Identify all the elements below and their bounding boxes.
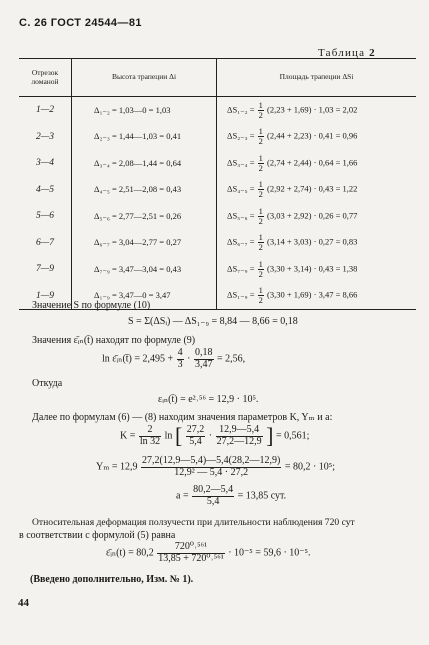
amendment-note: (Введено дополнительно, Изм. № 1). xyxy=(30,574,194,585)
equation-k: K = $\frac{2}{\ln 32}$ ln [ $\frac{27,2}{5,4}$ · $\frac{12,9—5,4}{27,2—12,9}$ ] = 0,561; xyxy=(120,423,310,448)
table-row xyxy=(19,124,416,151)
area-cell xyxy=(217,150,417,177)
eqy-lhs: Yₘ = 12,9 xyxy=(96,461,138,473)
height-cell: Δ₆₋₇ = 3,04—2,77 = 0,27 xyxy=(72,230,217,257)
eqf-lhs: ε̄ᵢₙ(t) = 80,2 xyxy=(106,547,154,559)
equation-ym xyxy=(96,456,335,478)
equation-s: S = Σ(ΔSᵢ) — ΔS₁₋₉ = 8,84 — 8,66 = 0,18 xyxy=(128,316,298,327)
table-caption-word: Таблица xyxy=(318,47,366,59)
area-rhs: (3,14 + 3,03) · 0,27 = 0,83 xyxy=(267,236,358,247)
eqk-fraction-b1: $\frac{27,2}{5,4}$ xyxy=(186,424,205,447)
paragraph-values: Значения ε̄ᵢₙ(t̄) находят по формуле (9) xyxy=(32,335,196,346)
area-lhs: ΔS₆₋₇ = xyxy=(227,236,255,247)
equation-exp: εᵢₙ(t̄) = e²˒⁵⁶ = 12,9 · 10⁵. xyxy=(158,394,259,405)
area-lhs: ΔS₃₋₄ = xyxy=(227,157,255,168)
segment-cell: 4—5 xyxy=(36,184,54,195)
area-rhs: (3,03 + 2,92) · 0,26 = 0,77 xyxy=(267,210,358,221)
eq2-lhs: ln ε̄ᵢₙ(t̄) = 2,495 + xyxy=(102,353,174,365)
eq2-fraction-1: $\frac{4}{3}$ xyxy=(177,347,183,370)
area-lhs: ΔS₂₋₃ = xyxy=(227,130,255,141)
area-lhs: ΔS₄₋₅ = xyxy=(227,183,255,194)
eqk-ln: ln xyxy=(164,430,173,442)
table-row xyxy=(19,150,416,177)
height-cell: Δ₂₋₃ = 1,44—1,03 = 0,41 xyxy=(72,124,217,151)
eqa-fraction: $\frac{80,2—5,4}{5,4}$ xyxy=(193,484,234,507)
page-header: С. 26 ГОСТ 24544—81 xyxy=(19,17,142,29)
half-fraction: $\frac{1}{2}$ xyxy=(258,152,263,173)
area-rhs: (3,30 + 3,14) · 0,43 = 1,38 xyxy=(267,263,358,274)
eqk-fraction-b2: $\frac{12,9—5,4}{27,2—12,9}$ xyxy=(216,424,262,447)
area-cell xyxy=(217,203,417,230)
table-header-row xyxy=(19,59,416,97)
height-cell: Δ₃₋₄ = 2,08—1,44 = 0,64 xyxy=(72,150,217,177)
eqk-fraction: $\frac{2}{\ln 32}$ xyxy=(139,424,161,447)
paragraph-creep-1: Относительная деформация ползучести при длительности наблюдения 720 сут xyxy=(32,517,355,528)
height-cell: Δ₁₋₉ = 3,47—0 = 3,47 xyxy=(72,283,217,310)
area-lhs: ΔS₇₋₉ = xyxy=(227,263,255,274)
eqy-fraction: $\frac{27,2(12,9—5,4)—5,4(28,2—12,9)}{\text{12,9² — 5,4 · 27,2}}$ xyxy=(142,455,281,478)
area-lhs: ΔS₁₋₂ = xyxy=(227,104,255,115)
paragraph-params: Далее по формулам (6) — (8) находим значения параметров K, Yₘ и a: xyxy=(32,412,333,423)
area-cell xyxy=(217,256,417,283)
table-caption-number: 2 xyxy=(369,47,376,59)
eqy-rhs: = 80,2 · 10⁵; xyxy=(284,461,336,473)
eq2-dot: · xyxy=(187,353,191,365)
segment-cell: 7—9 xyxy=(36,264,54,275)
half-fraction: $\frac{1}{2}$ xyxy=(258,99,263,120)
equation-ln xyxy=(102,348,245,370)
segment-cell: 2—3 xyxy=(36,131,54,142)
area-lhs: ΔS₁₋₉ = xyxy=(227,289,255,300)
paragraph-whence: Откуда xyxy=(32,378,63,389)
segment-cell: 3—4 xyxy=(36,158,54,169)
table-row xyxy=(19,203,416,230)
page-number: 44 xyxy=(18,597,29,609)
paragraph-creep-2: в соответствии с формулой (5) равна xyxy=(19,530,176,541)
half-fraction: $\frac{1}{2}$ xyxy=(258,205,263,226)
area-rhs: (2,92 + 2,74) · 0,43 = 1,22 xyxy=(267,183,358,194)
area-rhs: (3,30 + 1,69) · 3,47 = 8,66 xyxy=(267,289,358,300)
segment-cell: 1—9 xyxy=(19,283,72,310)
area-cell xyxy=(217,283,417,310)
area-lhs: ΔS₅₋₆ = xyxy=(227,210,255,221)
height-cell: Δ₅₋₆ = 2,77—2,51 = 0,26 xyxy=(72,203,217,230)
eqf-rhs: · 10⁻⁵ = 59,6 · 10⁻⁵. xyxy=(228,547,311,559)
col-header-area: Площадь трапеции ΔSi xyxy=(217,59,417,97)
area-cell xyxy=(217,230,417,257)
area-cell xyxy=(217,124,417,151)
area-rhs: (2,23 + 1,69) · 1,03 = 2,02 xyxy=(267,104,358,115)
eq2-fraction-2: $\frac{0,18}{3,47}$ xyxy=(195,347,213,370)
height-cell: Δ₄₋₅ = 2,51—2,08 = 0,43 xyxy=(72,177,217,204)
segment-cell: 6—7 xyxy=(36,237,54,248)
equation-final xyxy=(106,542,311,564)
height-cell: Δ₇₋₉ = 3,47—3,04 = 0,43 xyxy=(72,256,217,283)
eqf-fraction: $\frac{\text{720⁰˒⁵⁶¹}}{\text{13,85 + 720⁰˒⁵⁶¹}}$ xyxy=(158,541,224,564)
segment-cell: 1—2 xyxy=(36,105,54,116)
eq2-rhs: = 2,56, xyxy=(217,353,246,365)
area-rhs: (2,44 + 2,23) · 0,41 = 0,96 xyxy=(267,130,358,141)
half-fraction: $\frac{1}{2}$ xyxy=(258,232,263,253)
data-table xyxy=(19,58,416,310)
table-row xyxy=(19,230,416,257)
table-row xyxy=(19,177,416,204)
area-cell xyxy=(217,177,417,204)
area-cell xyxy=(217,97,417,124)
half-fraction: $\frac{1}{2}$ xyxy=(258,126,263,147)
half-fraction: $\frac{1}{2}$ xyxy=(258,179,263,200)
col-header-segment: Отрезок ломаной xyxy=(19,59,72,97)
eqk-lhs: K = xyxy=(120,430,136,442)
height-cell: Δ₁₋₂ = 1,03—0 = 1,03 xyxy=(72,97,217,124)
half-fraction: $\frac{1}{2}$ xyxy=(258,285,263,306)
half-fraction: $\frac{1}{2}$ xyxy=(258,258,263,279)
col-header-height: Высота трапеции Δi xyxy=(72,59,217,97)
eqk-rhs: = 0,561; xyxy=(275,430,310,442)
paragraph-s-formula: Значение S по формуле (10) xyxy=(32,300,151,311)
eqa-rhs: = 13,85 сут. xyxy=(237,490,287,502)
table-row xyxy=(19,256,416,283)
eqa-lhs: a = xyxy=(176,490,189,502)
table-row xyxy=(19,97,416,124)
segment-cell: 5—6 xyxy=(36,211,54,222)
area-rhs: (2,74 + 2,44) · 0,64 = 1,66 xyxy=(267,157,358,168)
equation-a xyxy=(176,485,286,507)
